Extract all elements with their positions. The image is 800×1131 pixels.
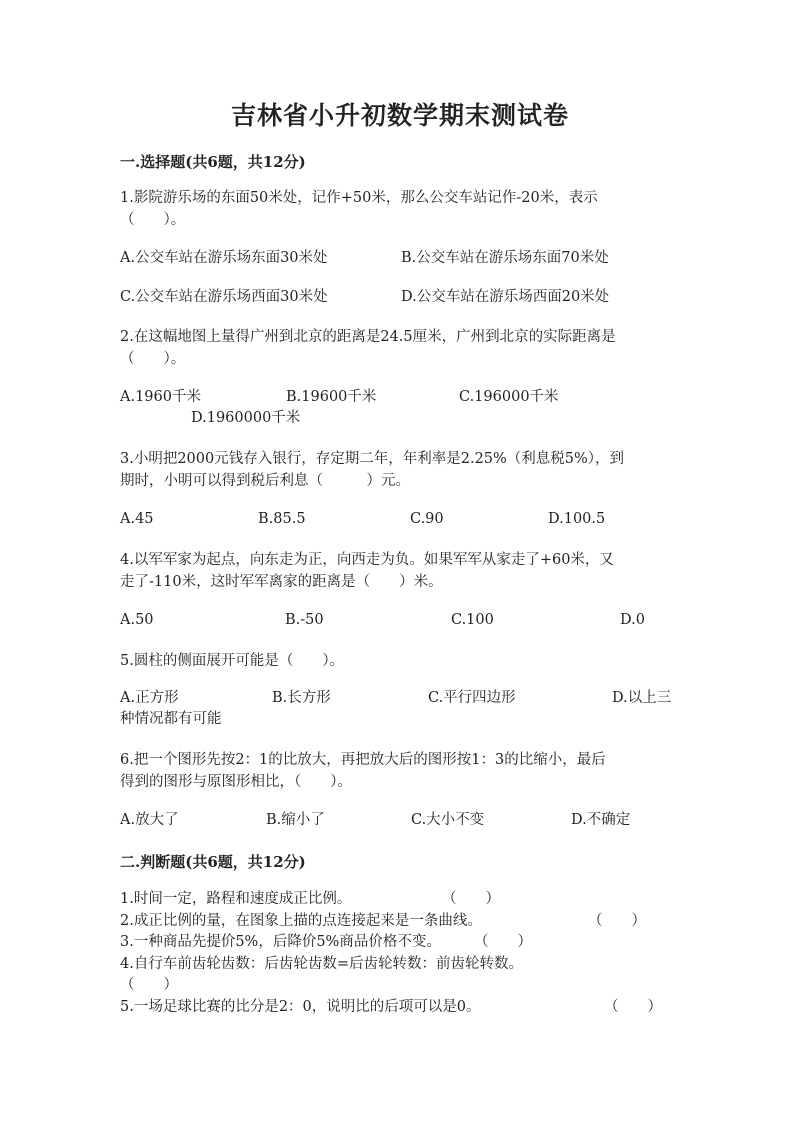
option-a: A.45 [120, 511, 154, 527]
question-6 [120, 749, 680, 793]
answer-blank[interactable]: （ ） [120, 977, 178, 993]
option-b: B.公交车站在游乐场东面70米处 [401, 250, 609, 266]
judge-item-4: 4.自行车前齿轮齿数：后齿轮齿数=后齿轮转数：前齿轮转数。 [120, 956, 523, 972]
section-heading-judge: 二.判断题(共6题，共12分) [120, 853, 306, 871]
question-text: （ ）。 [120, 212, 186, 228]
question-text: 2.在这幅地图上量得广州到北京的距离是24.5厘米，广州到北京的实际距离是 [120, 329, 616, 345]
option-b: B.长方形 [272, 690, 331, 706]
judge-item-5: 5.一场足球比赛的比分是2：0，说明比的后项可以是0。 [120, 999, 481, 1015]
option-c: C.196000千米 [459, 389, 559, 405]
question-text: 3.小明把2000元钱存入银行，存定期二年，年利率是2.25%（利息税5%），到 [120, 451, 625, 467]
judge-item-1: 1.时间一定，路程和速度成正比例。 [120, 891, 352, 907]
option-c: C.90 [410, 511, 444, 527]
option-d: D.公交车站在游乐场西面20米处 [401, 289, 610, 305]
question-1 [120, 187, 680, 231]
option-c: C.公交车站在游乐场西面30米处 [120, 289, 328, 305]
answer-blank[interactable]: （ ） [442, 891, 500, 907]
answer-blank[interactable]: （ ） [604, 999, 662, 1015]
option-c: C.大小不变 [411, 812, 485, 828]
question-text: 得到的图形与原图形相比，（ ）。 [120, 774, 352, 790]
option-d: D.1960000千米 [191, 410, 301, 426]
question-5 [120, 650, 680, 672]
answer-blank[interactable]: （ ） [588, 913, 646, 929]
question-text: 期时，小明可以得到税后利息（ ）元。 [120, 473, 410, 489]
option-d: D.不确定 [571, 812, 631, 828]
option-b: B.-50 [285, 612, 324, 628]
option-d: D.100.5 [548, 511, 606, 527]
option-d: D.以上三 [612, 690, 672, 706]
option-a: A.正方形 [120, 690, 179, 706]
option-d: D.0 [620, 612, 645, 628]
question-text: 6.把一个图形先按2：1的比放大，再把放大后的图形按1：3的比缩小，最后 [120, 752, 606, 768]
section-heading-choice: 一.选择题(共6题，共12分) [120, 153, 306, 171]
question-text: 1.影院游乐场的东面50米处，记作+50米，那么公交车站记作-20米，表示 [120, 190, 598, 206]
answer-blank[interactable]: （ ） [474, 934, 532, 950]
option-b: B.19600千米 [286, 389, 377, 405]
question-text: （ ）。 [120, 351, 186, 367]
page-title: 吉林省小升初数学期末测试卷 [230, 101, 569, 130]
option-c: C.平行四边形 [428, 690, 516, 706]
question-text: 4.以军军家为起点，向东走为正，向西走为负。如果军军从家走了+60米，又 [120, 552, 614, 568]
question-4 [120, 549, 680, 593]
judge-item-3: 3.一种商品先提价5%，后降价5%商品价格不变。 [120, 934, 441, 950]
option-a: A.公交车站在游乐场东面30米处 [120, 250, 328, 266]
option-a: A.放大了 [120, 812, 179, 828]
question-text: 走了-110米，这时军军离家的距离是（ ）米。 [120, 574, 443, 590]
question-3 [120, 448, 680, 492]
option-b: B.85.5 [258, 511, 306, 527]
option-d-wrap: 种情况都有可能 [120, 711, 222, 727]
option-a: A.50 [120, 612, 154, 628]
question-2 [120, 326, 680, 370]
option-b: B.缩小了 [266, 812, 325, 828]
option-c: C.100 [451, 612, 494, 628]
option-a: A.1960千米 [120, 389, 201, 405]
judge-item-2: 2.成正比例的量，在图象上描的点连接起来是一条曲线。 [120, 913, 482, 929]
question-text: 5.圆柱的侧面展开可能是（ ）。 [120, 653, 345, 669]
